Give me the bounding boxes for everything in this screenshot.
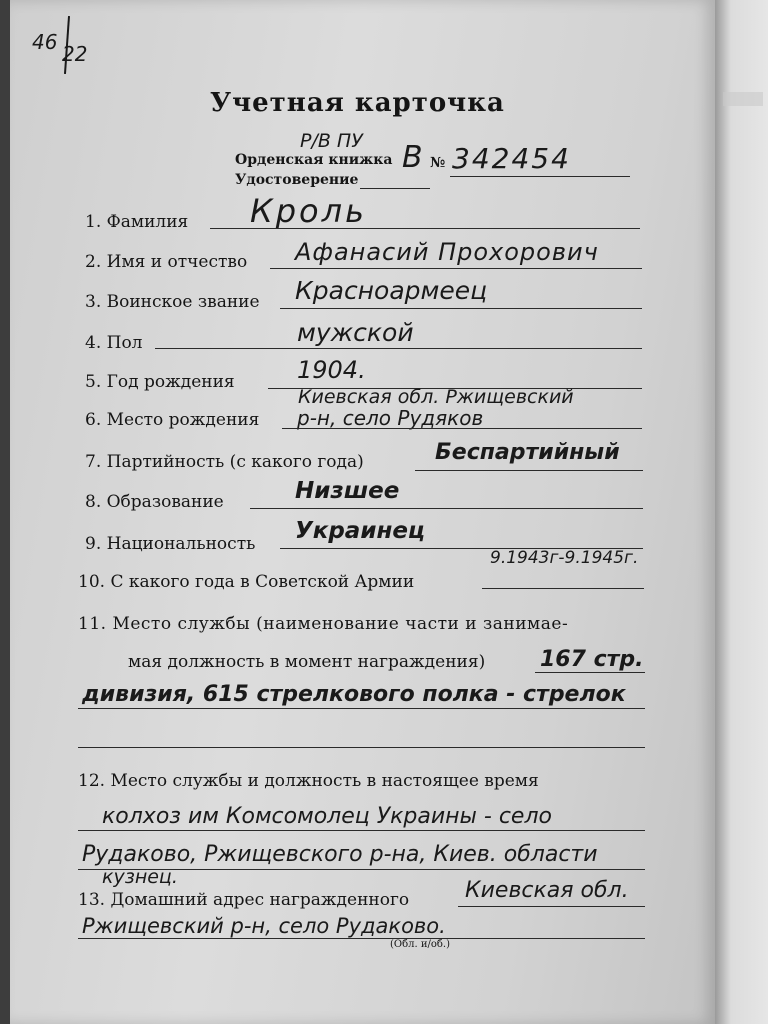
adjacent-page-bleed: [723, 92, 763, 106]
field-12-value-line1: колхоз им Комсомолец Украины - село: [102, 804, 552, 829]
book-number: 342454: [452, 142, 571, 175]
field-3-underline: [280, 308, 642, 309]
field-13-footnote: (Обл. и/об.): [390, 939, 450, 950]
field-9-value: Украинец: [295, 518, 425, 544]
field-2-label: 2. Имя и отчество: [85, 252, 248, 272]
field-5-label: 5. Год рождения: [85, 372, 235, 392]
field-6-underline: [282, 428, 642, 429]
field-13-label: 13. Домашний адрес награжденного: [78, 890, 410, 910]
field-4-underline: [155, 348, 642, 349]
number-sign: №: [430, 155, 446, 171]
field-9-label: 9. Национальность: [85, 534, 256, 554]
page-number-bottom: 22: [62, 42, 88, 66]
field-11-underline-1: [535, 672, 645, 673]
field-4-value: мужской: [297, 318, 414, 347]
field-1-label: 1. Фамилия: [85, 212, 189, 232]
field-2-value: Афанасий Прохорович: [295, 238, 599, 266]
field-11-underline-3: [78, 747, 645, 748]
field-6-value-line2: р-н, село Рудяков: [297, 406, 484, 430]
card-title: Учетная карточка: [210, 88, 505, 118]
field-8-underline: [250, 508, 643, 509]
field-13-underline-2: [78, 938, 645, 939]
field-2-underline: [270, 268, 642, 269]
field-7-label: 7. Партийность (с какого года): [85, 452, 364, 472]
adjacent-page-edge: [715, 0, 768, 1024]
field-11-label-line1: 11. Место службы (наименование части и занимае-: [78, 614, 569, 634]
certificate-underline: [360, 188, 430, 189]
field-10-value: 9.1943г-9.1945г.: [490, 548, 639, 568]
field-3-label: 3. Воинское звание: [85, 292, 260, 312]
order-book-label: Орденская книжка: [235, 152, 393, 168]
field-12-value-line2: Рудаково, Ржищевского р-на, Киев. области: [82, 842, 598, 867]
field-1-underline: [210, 228, 640, 229]
field-6-value-line1: Киевская обл. Ржищевский: [298, 386, 574, 408]
book-number-underline: [450, 176, 630, 177]
field-10-label: 10. С какого года в Советской Армии: [78, 572, 415, 592]
field-13-value-line1: Киевская обл.: [465, 878, 629, 903]
award-record-card: [10, 0, 715, 1024]
field-8-label: 8. Образование: [85, 492, 224, 512]
field-11-value-line2: дивизия, 615 стрелкового полка - стрелок: [82, 682, 626, 707]
field-4-label: 4. Пол: [85, 333, 143, 353]
field-12-label: 12. Место службы и должность в настоящее время: [78, 771, 539, 791]
field-3-value: Красноармеец: [295, 276, 488, 305]
field-12-value-line3: кузнец.: [102, 866, 178, 888]
field-12-underline-1: [78, 830, 645, 831]
field-5-value: 1904.: [297, 356, 366, 384]
book-mark: Р/В ПУ: [300, 130, 363, 152]
series: В: [402, 140, 423, 175]
field-7-underline: [415, 470, 643, 471]
field-1-value: Кроль: [250, 192, 367, 230]
field-11-underline-2: [78, 708, 645, 709]
certificate-label: Удостоверение: [235, 172, 359, 188]
field-6-label: 6. Место рождения: [85, 410, 260, 430]
field-13-underline-1: [458, 906, 645, 907]
field-7-value: Беспартийный: [435, 440, 620, 465]
field-11-label-line2: мая должность в момент награждения): [128, 652, 486, 672]
page-number-top: 46: [32, 30, 58, 54]
field-13-value-line2: Ржищевский р-н, село Рудаково.: [82, 914, 446, 938]
field-11-value-line1: 167 стр.: [540, 647, 644, 672]
field-8-value: Низшее: [295, 478, 400, 504]
field-10-underline: [482, 588, 644, 589]
